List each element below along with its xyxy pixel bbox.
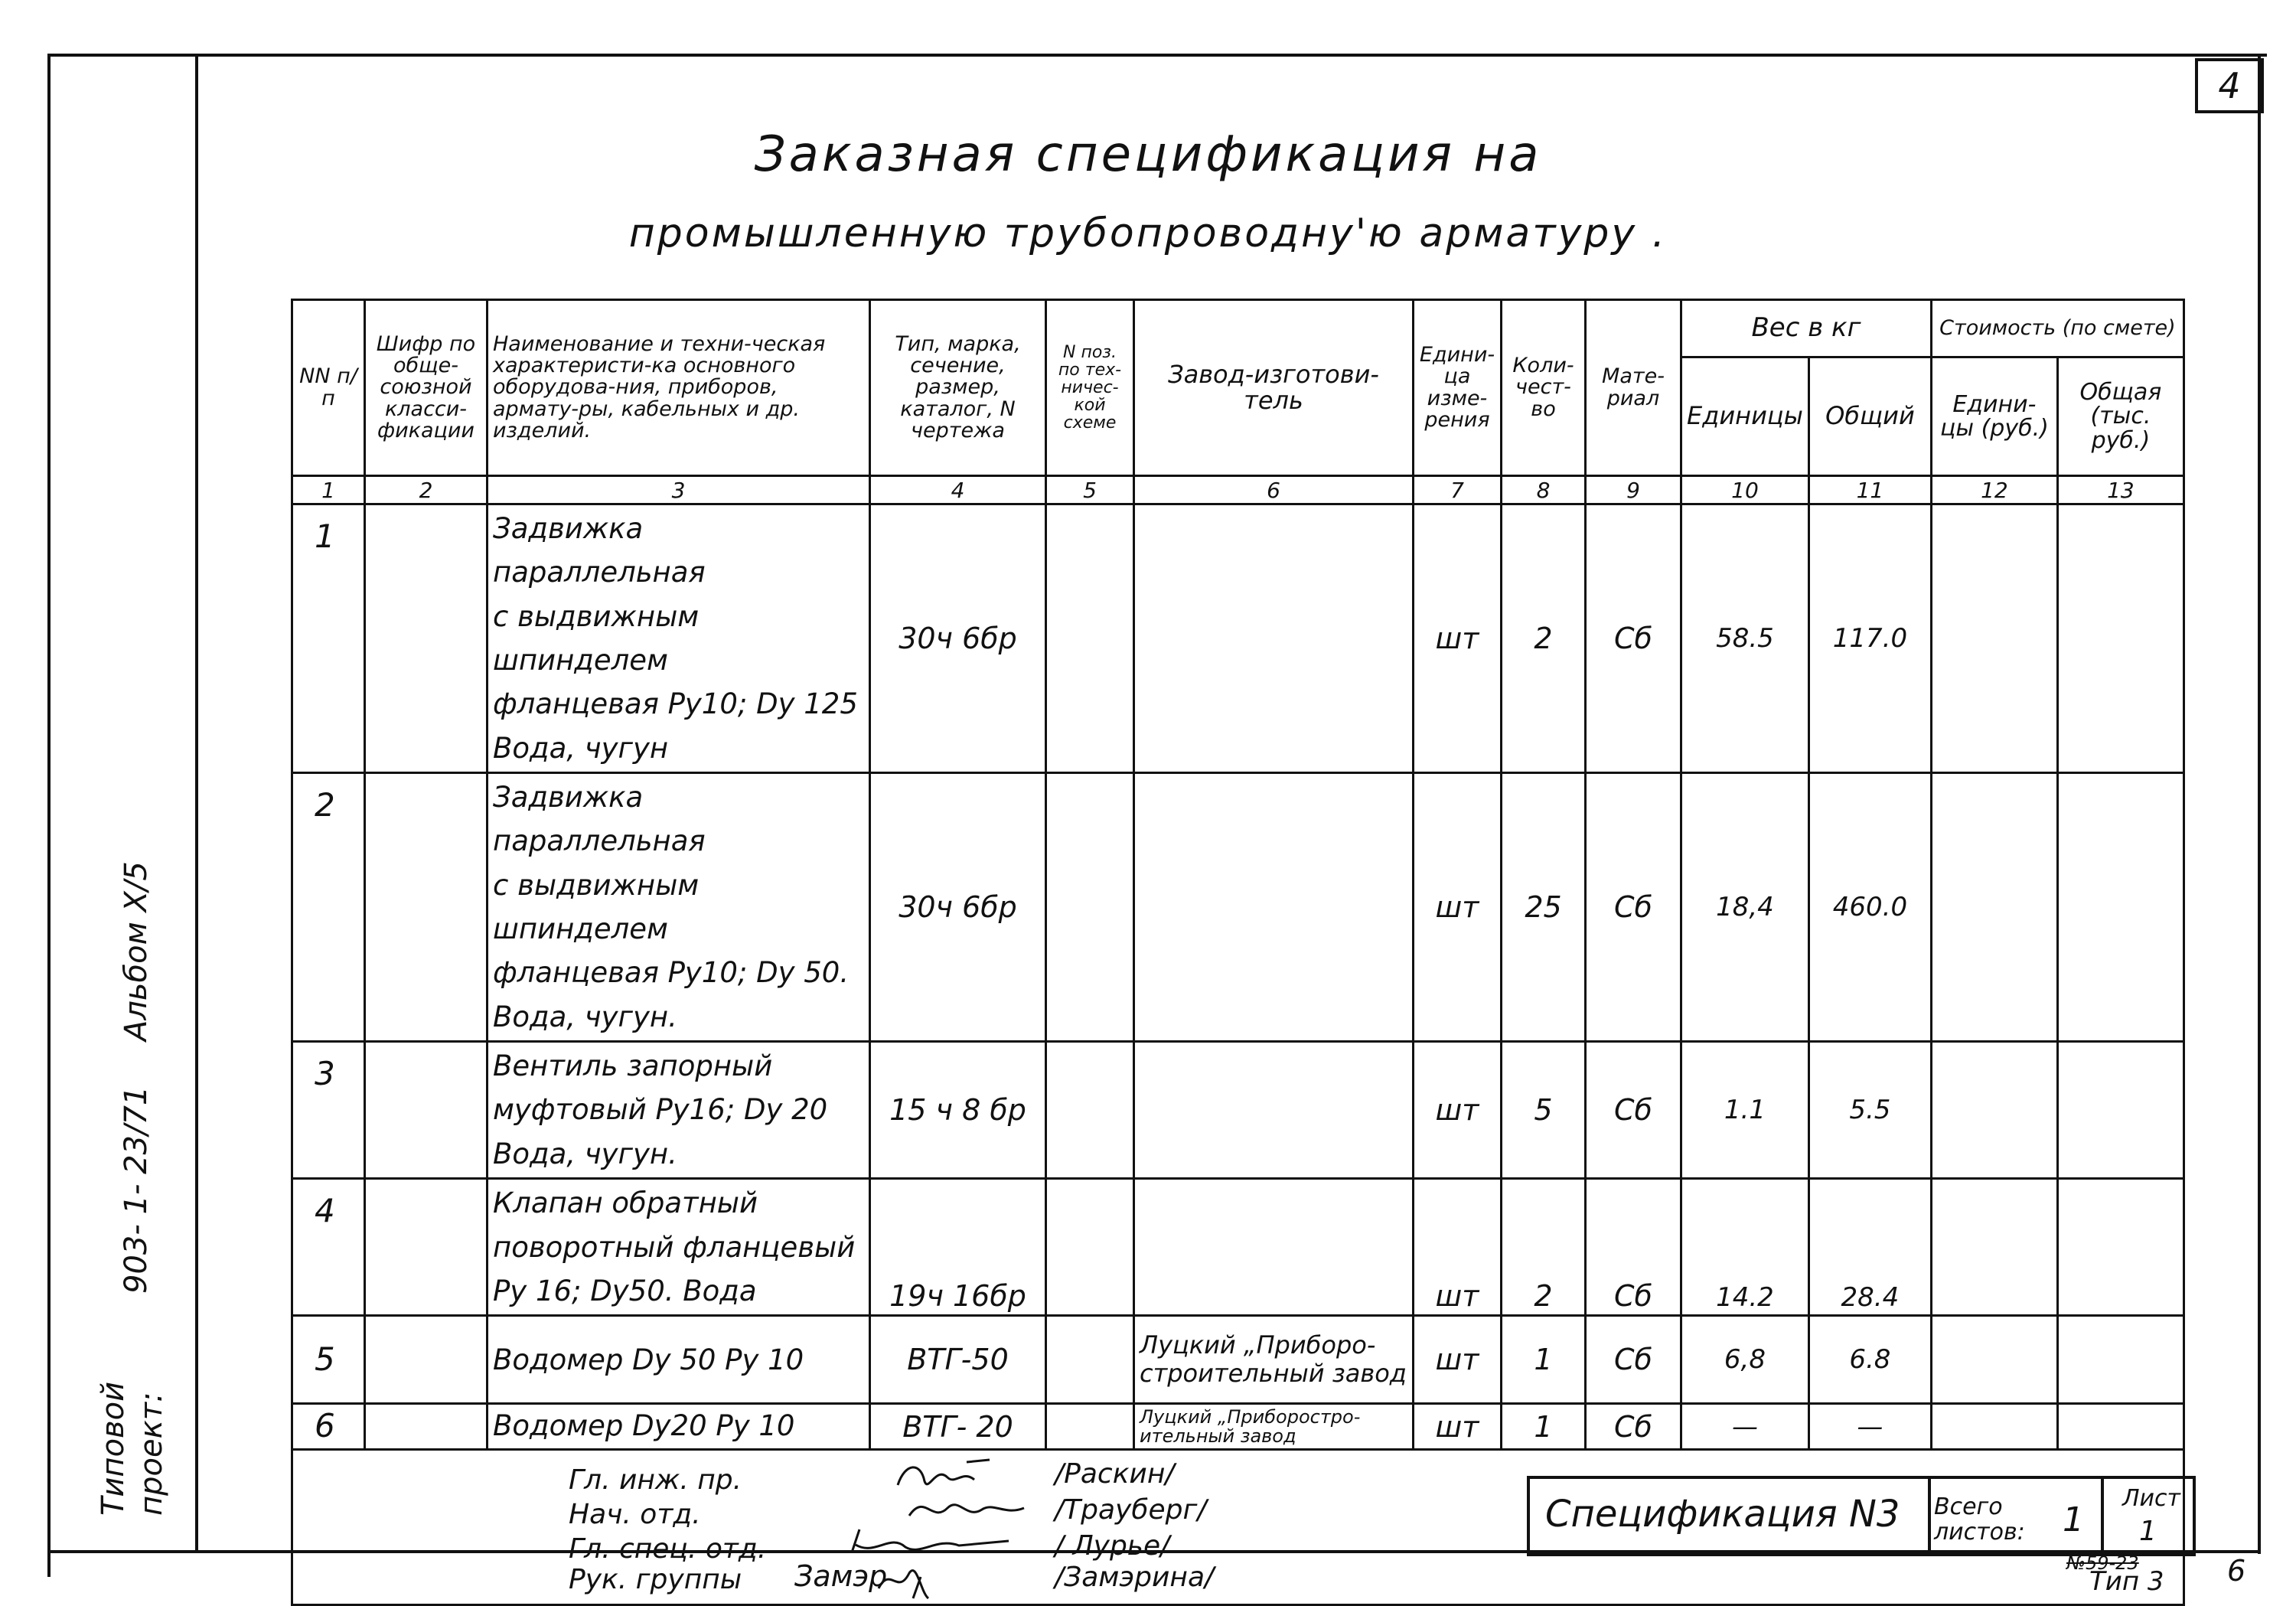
signature-role: Нач. отд. (569, 1499, 701, 1531)
row-maker: Луцкий „Приборо-строительный завод (1134, 1316, 1414, 1404)
row-index: 6 (292, 1404, 365, 1450)
row-weight-total: 5.5 (1808, 1042, 1931, 1179)
row-maker (1134, 504, 1414, 773)
handwritten-signature: Замэр (794, 1559, 888, 1594)
column-number: 7 (1414, 476, 1502, 504)
header-position: N поз. по тех-ничес-кой схеме (1046, 300, 1134, 476)
row-unit: шт (1414, 1316, 1502, 1404)
signature-role: Гл. инж. пр. (569, 1464, 742, 1497)
row-name-line: Клапан обратный (493, 1187, 758, 1220)
row-cost-unit (1931, 1316, 2057, 1404)
side-project-number: 903- 1- 23/71 (119, 1085, 154, 1294)
row-qty: 5 (1502, 1042, 1586, 1179)
handwritten-signature (875, 1562, 936, 1600)
footer-type: Тип 3 (2089, 1566, 2164, 1597)
row-qty: 1 (1502, 1316, 1586, 1404)
frame-top (47, 54, 2267, 57)
row-index: 5 (292, 1316, 365, 1404)
footer-page: 6 (2227, 1554, 2246, 1588)
row-name (488, 773, 870, 1042)
row-position (1046, 1404, 1134, 1450)
row-name-line: Задвижка параллельная (493, 512, 706, 589)
side-type-label: Типовой (96, 1381, 131, 1516)
row-code (365, 1179, 488, 1316)
table-row (292, 1042, 2184, 1179)
signature-name: /Трауберг/ (1055, 1494, 1207, 1526)
column-number: 9 (1586, 476, 1681, 504)
page-number: 4 (2195, 58, 2264, 113)
header-maker: Завод-изготови-тель (1134, 300, 1414, 476)
column-number: 4 (870, 476, 1046, 504)
row-material: Сб (1586, 1404, 1681, 1450)
table-row (292, 504, 2184, 773)
frame-left-inner (195, 54, 198, 1550)
row-weight-unit: 58.5 (1681, 504, 1809, 773)
stamp-total-value: 1 (2063, 1500, 2084, 1539)
row-index: 2 (292, 773, 365, 1042)
header-weight: Вес в кг (1681, 300, 1932, 357)
signature-name: / Лурье/ (1055, 1530, 1170, 1562)
stamp-sheet-box (2101, 1476, 2196, 1556)
row-index: 1 (292, 504, 365, 773)
row-weight-unit: 1.1 (1681, 1042, 1809, 1179)
handwritten-signature (844, 1526, 1013, 1560)
side-project-label: проект: (134, 1392, 169, 1516)
row-material: Сб (1586, 773, 1681, 1042)
row-type: ВТГ-50 (870, 1316, 1046, 1404)
stamp-total-box (1925, 1476, 2104, 1556)
row-code (365, 1042, 488, 1179)
row-cost-total (2057, 1404, 2183, 1450)
row-unit: шт (1414, 504, 1502, 773)
row-name (488, 1042, 870, 1179)
signature-role: Рук. группы (569, 1564, 742, 1596)
header-material: Мате-риал (1586, 300, 1681, 476)
row-index: 3 (292, 1042, 365, 1179)
row-name-line: Водомер Dy 50 Ру 10 (493, 1343, 804, 1376)
row-weight-total: 6.8 (1808, 1316, 1931, 1404)
row-name-line: Вода, чугун. (493, 1137, 677, 1170)
row-type: ВТГ- 20 (870, 1404, 1046, 1450)
row-material: Сб (1586, 1179, 1681, 1316)
row-maker (1134, 1179, 1414, 1316)
row-cost-unit (1931, 504, 2057, 773)
row-qty: 25 (1502, 773, 1586, 1042)
row-unit: шт (1414, 1404, 1502, 1450)
header-code: Шифр по обще-союзной класси-фикации (365, 300, 488, 476)
header-weight-total: Общий (1808, 357, 1931, 476)
row-name-line: фланцевая Ру10; Dy 50. (493, 956, 850, 990)
row-weight-unit: 18,4 (1681, 773, 1809, 1042)
row-name-line: с выдвижным шпинделем (493, 868, 700, 946)
row-position (1046, 1179, 1134, 1316)
signature-role: Гл. спец. отд. (569, 1533, 767, 1565)
row-position (1046, 1042, 1134, 1179)
row-maker (1134, 773, 1414, 1042)
row-material: Сб (1586, 1042, 1681, 1179)
header-qty: Коли-чест-во (1502, 300, 1586, 476)
row-position (1046, 773, 1134, 1042)
row-name-line: Водомер Dy20 Ру 10 (493, 1409, 795, 1443)
document-subtitle: промышленную трубопроводну'ю арматуру . (628, 211, 1668, 256)
handwritten-signature (905, 1493, 1028, 1527)
row-weight-total: 28.4 (1808, 1179, 1931, 1316)
row-qty: 1 (1502, 1404, 1586, 1450)
row-cost-total (2057, 504, 2183, 773)
row-name-line: поворотный фланцевый (493, 1230, 856, 1264)
header-cost-total: Общая (тыс. руб.) (2057, 357, 2183, 476)
footer-reference: №59-23 (2066, 1552, 2139, 1574)
document-title: Заказная спецификация на (754, 126, 1542, 183)
table-row (292, 1179, 2184, 1316)
row-name (488, 1316, 870, 1404)
column-number: 10 (1681, 476, 1809, 504)
row-type: 19ч 16бр (870, 1179, 1046, 1316)
row-material: Сб (1586, 504, 1681, 773)
row-weight-unit: 6,8 (1681, 1316, 1809, 1404)
column-number: 5 (1046, 476, 1134, 504)
row-maker: Луцкий „Приборостро-ительный завод (1134, 1404, 1414, 1450)
row-code (365, 1316, 488, 1404)
column-number: 13 (2057, 476, 2183, 504)
table-row (292, 1404, 2184, 1450)
row-weight-unit: 14.2 (1681, 1179, 1809, 1316)
row-maker (1134, 1042, 1414, 1179)
row-code (365, 504, 488, 773)
header-weight-unit: Единицы (1681, 357, 1809, 476)
row-name (488, 504, 870, 773)
row-name (488, 1179, 870, 1316)
row-cost-unit (1931, 1404, 2057, 1450)
column-number: 12 (1931, 476, 2057, 504)
stamp-title-box (1527, 1476, 1931, 1556)
table-row (292, 773, 2184, 1042)
header-cost-unit: Едини-цы (руб.) (1931, 357, 2057, 476)
row-cost-total (2057, 1316, 2183, 1404)
row-type: 15 ч 8 бр (870, 1042, 1046, 1179)
row-unit: шт (1414, 1179, 1502, 1316)
stamp-sheet-label: Лист (2122, 1485, 2181, 1512)
column-number: 6 (1134, 476, 1414, 504)
row-cost-total (2057, 773, 2183, 1042)
row-weight-total: 460.0 (1808, 773, 1931, 1042)
header-name: Наименование и техни-ческая характеристи-ка основного оборудова-ния, приборов, армату-ры, кабельных и др. изделий. (488, 300, 870, 476)
row-position (1046, 504, 1134, 773)
header-cost: Стоимость (по смете) (1931, 300, 2183, 357)
row-code (365, 773, 488, 1042)
row-unit: шт (1414, 1042, 1502, 1179)
row-name-line: муфтовый Ру16; Dy 20 (493, 1093, 828, 1127)
column-number: 3 (488, 476, 870, 504)
column-number: 11 (1808, 476, 1931, 504)
row-name-line: Вентиль запорный (493, 1049, 773, 1083)
row-name-line: Вода, чугун (493, 731, 669, 765)
row-name (488, 1404, 870, 1450)
signature-name: /Замэрина/ (1055, 1562, 1215, 1594)
side-album: Альбом X/5 (119, 861, 154, 1041)
row-weight-total: 117.0 (1808, 504, 1931, 773)
row-cost-unit (1931, 773, 2057, 1042)
column-number: 1 (292, 476, 365, 504)
header-unit: Едини-ца изме-рения (1414, 300, 1502, 476)
row-code (365, 1404, 488, 1450)
row-position (1046, 1316, 1134, 1404)
row-cost-unit (1931, 1179, 2057, 1316)
row-name-line: Задвижка параллельная (493, 781, 706, 858)
row-qty: 2 (1502, 504, 1586, 773)
row-type: 30ч 6бр (870, 504, 1046, 773)
row-qty: 2 (1502, 1179, 1586, 1316)
row-name-line: с выдвижным шпинделем (493, 599, 700, 677)
header-nn: NN п/п (292, 300, 365, 476)
row-cost-total (2057, 1042, 2183, 1179)
column-number: 2 (365, 476, 488, 504)
table-row (292, 1316, 2184, 1404)
row-name-line: фланцевая Ру10; Dy 125 (493, 687, 858, 721)
row-type: 30ч 6бр (870, 773, 1046, 1042)
stamp-sheet-value: 1 (2139, 1516, 2157, 1547)
header-type: Тип, марка, сечение, размер, каталог, N чертежа (870, 300, 1046, 476)
row-weight-total: — (1808, 1404, 1931, 1450)
handwritten-signature (890, 1458, 997, 1497)
row-name-line: Вода, чугун. (493, 1000, 677, 1033)
frame-right (2258, 54, 2261, 1554)
row-name-line: Ру 16; Dy50. Вода (493, 1274, 757, 1307)
column-number: 8 (1502, 476, 1586, 504)
spec-table (291, 299, 2185, 1606)
row-material: Сб (1586, 1316, 1681, 1404)
signature-name: /Раскин/ (1055, 1458, 1175, 1490)
stamp-title: Спецификация N3 (1545, 1493, 1900, 1536)
row-weight-unit: — (1681, 1404, 1809, 1450)
row-index: 4 (292, 1179, 365, 1316)
stamp-total-label: Всего листов: (1934, 1493, 2025, 1546)
row-unit: шт (1414, 773, 1502, 1042)
row-cost-unit (1931, 1042, 2057, 1179)
row-cost-total (2057, 1179, 2183, 1316)
frame-left-outer (47, 54, 51, 1577)
